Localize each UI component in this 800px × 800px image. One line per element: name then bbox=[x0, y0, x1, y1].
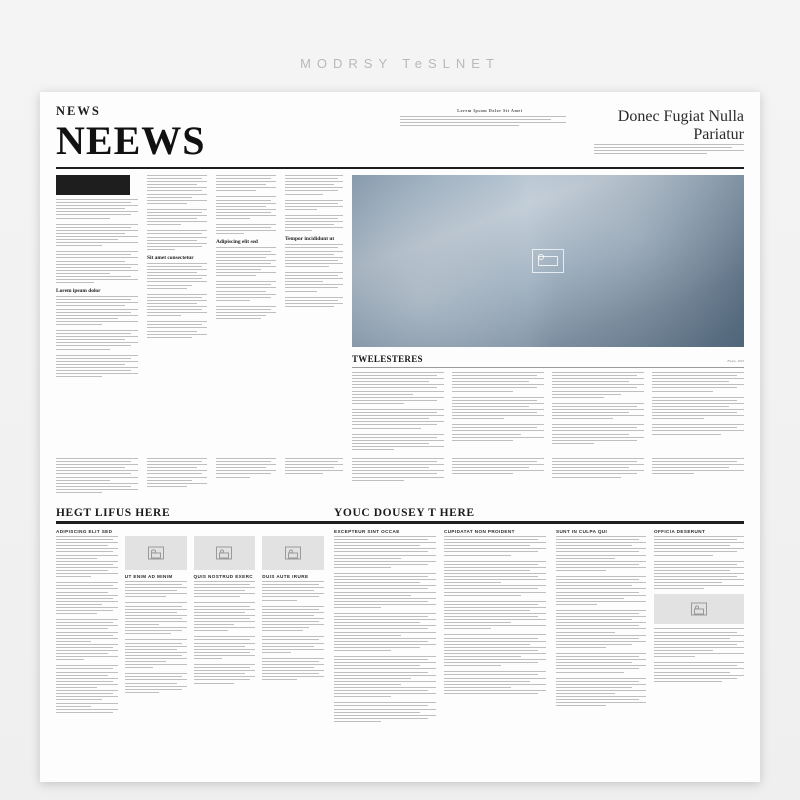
paragraph bbox=[125, 602, 187, 634]
paragraph bbox=[56, 224, 138, 247]
paragraph bbox=[652, 372, 744, 392]
paragraph bbox=[652, 458, 744, 474]
article-column-4 bbox=[285, 175, 343, 455]
paragraph bbox=[125, 639, 187, 668]
paragraph bbox=[125, 673, 187, 693]
subsection-label: QUIS NOSTRUD EXERC bbox=[193, 574, 254, 579]
paragraph bbox=[56, 582, 118, 614]
paragraph bbox=[216, 175, 276, 191]
paragraph bbox=[444, 601, 546, 630]
paragraph bbox=[194, 664, 256, 684]
paragraph bbox=[216, 458, 276, 478]
paragraph bbox=[147, 294, 207, 317]
paragraph bbox=[652, 397, 744, 420]
hero-sub-column-3 bbox=[552, 372, 644, 455]
bottom-left-column-1 bbox=[56, 536, 118, 718]
paragraph bbox=[444, 634, 546, 666]
paragraph bbox=[334, 702, 436, 722]
mid-feature-title: YOUC DOUSEY T HERE bbox=[334, 507, 475, 519]
paragraph bbox=[285, 244, 343, 267]
paragraph bbox=[56, 251, 138, 283]
subsection-label: OFFICIA DESERUNT bbox=[654, 529, 706, 534]
subsection-label: DUIS AUTE IRURE bbox=[262, 574, 309, 579]
paragraph bbox=[216, 281, 276, 301]
paragraph bbox=[352, 409, 444, 429]
image-placeholder-icon bbox=[216, 547, 232, 560]
continuation-right-group bbox=[352, 458, 744, 498]
masthead-right-heading: Donec Fugiat Nulla Pariatur bbox=[617, 108, 744, 143]
paragraph bbox=[285, 200, 343, 210]
paragraph bbox=[654, 536, 744, 556]
paragraph bbox=[285, 297, 343, 307]
paragraph bbox=[444, 561, 546, 596]
image-placeholder-icon bbox=[285, 547, 301, 560]
paragraph bbox=[285, 215, 343, 231]
subsection-label: ADIPISCING ELIT SED bbox=[56, 529, 113, 534]
paragraph bbox=[262, 581, 324, 601]
paragraph bbox=[194, 581, 256, 597]
thumbnail-image bbox=[262, 536, 324, 570]
paragraph bbox=[285, 175, 343, 195]
paragraph bbox=[285, 272, 343, 292]
paragraph bbox=[552, 403, 644, 419]
hero-sub-column-1 bbox=[352, 372, 444, 455]
watermark-text: MODRSY TeSLNET bbox=[300, 56, 500, 71]
masthead-center-heading: Lorem Ipsum Dolor Sit Amet bbox=[457, 108, 523, 113]
paragraph bbox=[285, 458, 343, 474]
image-placeholder-icon bbox=[691, 603, 707, 616]
masthead bbox=[56, 104, 744, 161]
masthead-center-block bbox=[400, 104, 580, 128]
continuation-column-4 bbox=[285, 458, 343, 498]
paragraph bbox=[216, 306, 276, 319]
left-feature-title: HEGT LIFUS HERE bbox=[56, 507, 171, 519]
thumbnail-image bbox=[194, 536, 256, 570]
paragraph bbox=[56, 199, 138, 219]
paragraph bbox=[147, 230, 207, 250]
paragraph bbox=[56, 619, 118, 660]
paragraph bbox=[262, 606, 324, 632]
paragraph bbox=[216, 247, 276, 276]
paragraph bbox=[452, 372, 544, 392]
thumbnail-image bbox=[654, 594, 744, 624]
article-column-3 bbox=[216, 175, 276, 455]
paragraph bbox=[334, 656, 436, 697]
paragraph bbox=[147, 321, 207, 337]
paragraph bbox=[552, 458, 644, 478]
subsection-heading: Tempor incididunt ut bbox=[285, 236, 335, 243]
subsection-heading: Sit amet consectetur bbox=[147, 254, 194, 261]
bottom-left-column-3 bbox=[194, 536, 256, 718]
masthead-rule bbox=[56, 167, 744, 169]
paragraph bbox=[125, 581, 187, 597]
subsection-heading: Lorem ipsum dolor bbox=[56, 288, 101, 295]
paragraph bbox=[452, 458, 544, 474]
paragraph bbox=[444, 671, 546, 694]
paragraph bbox=[334, 536, 436, 568]
bottom-right-group bbox=[556, 529, 744, 727]
paragraph bbox=[352, 434, 444, 450]
paragraph bbox=[56, 296, 138, 325]
hero-caption-title: TWELESTERES bbox=[352, 354, 423, 364]
image-placeholder-icon bbox=[148, 547, 164, 560]
paragraph bbox=[552, 424, 644, 444]
subsection-heading: Adipiscing elit sed bbox=[216, 239, 258, 246]
page-title: NEEWS bbox=[56, 118, 206, 163]
paragraph bbox=[194, 602, 256, 631]
continuation-column-2 bbox=[147, 458, 207, 498]
subsection-label: CUPIDATAT NON PROIDENT bbox=[444, 529, 515, 534]
continuation-column-6 bbox=[452, 458, 544, 498]
paragraph bbox=[194, 636, 256, 659]
hero-sub-column-2 bbox=[452, 372, 544, 455]
paragraph bbox=[216, 196, 276, 219]
mid-feature-header bbox=[334, 507, 546, 519]
hero-and-feature-column bbox=[352, 175, 744, 455]
hero-sub-column-4 bbox=[652, 372, 744, 455]
masthead-kicker: NEWS bbox=[56, 104, 101, 118]
paragraph bbox=[352, 458, 444, 481]
bottom-right-column-1 bbox=[556, 529, 646, 711]
lead-thumbnail bbox=[56, 175, 130, 195]
paragraph bbox=[56, 330, 138, 350]
hero-byline: Fusce, 1913 bbox=[727, 359, 744, 363]
paragraph bbox=[556, 653, 646, 673]
paragraph bbox=[556, 536, 646, 571]
newspaper-page bbox=[40, 92, 760, 782]
paragraph bbox=[262, 636, 324, 652]
bottom-left-group bbox=[56, 529, 324, 727]
paragraph bbox=[556, 678, 646, 707]
masthead-left bbox=[56, 104, 386, 161]
image-placeholder-icon bbox=[532, 249, 564, 273]
paragraph bbox=[654, 561, 744, 590]
masthead-right-block bbox=[594, 104, 744, 156]
paragraph bbox=[56, 536, 118, 577]
paragraph bbox=[56, 665, 118, 712]
continuation-column-1 bbox=[56, 458, 138, 498]
continuation-column-3 bbox=[216, 458, 276, 498]
paragraph bbox=[654, 628, 744, 657]
article-column-1 bbox=[56, 175, 138, 455]
bottom-mid-column-2 bbox=[444, 529, 546, 727]
paragraph bbox=[56, 355, 138, 378]
continuation-column-5 bbox=[352, 458, 444, 498]
hero-rule bbox=[352, 367, 744, 368]
masthead-center-lines bbox=[400, 116, 580, 126]
bottom-left-column-2 bbox=[125, 536, 187, 718]
paragraph bbox=[147, 209, 207, 225]
paragraph bbox=[334, 573, 436, 608]
paragraph bbox=[452, 424, 544, 440]
paragraph bbox=[56, 458, 138, 493]
paragraph bbox=[654, 662, 744, 682]
paragraph bbox=[452, 397, 544, 420]
paragraph bbox=[216, 224, 276, 234]
continuation-column-7 bbox=[552, 458, 644, 498]
paragraph bbox=[652, 424, 744, 434]
bottom-right-column-2 bbox=[654, 529, 744, 711]
paragraph bbox=[147, 458, 207, 487]
article-column-2 bbox=[147, 175, 207, 455]
paragraph bbox=[556, 610, 646, 648]
paragraph bbox=[334, 613, 436, 651]
bottom-mid-column-1 bbox=[334, 529, 436, 727]
paragraph bbox=[147, 175, 207, 204]
masthead-right-lines bbox=[594, 144, 744, 154]
paragraph bbox=[556, 576, 646, 605]
left-feature-header bbox=[56, 507, 324, 519]
subsection-label: UT ENIM AD MINIM bbox=[124, 574, 173, 579]
paragraph bbox=[444, 536, 546, 556]
thumbnail-image bbox=[125, 536, 187, 570]
paragraph bbox=[147, 263, 207, 289]
paragraph bbox=[262, 658, 324, 681]
continuation-column-8 bbox=[652, 458, 744, 498]
bottom-middle-group bbox=[334, 529, 546, 727]
paragraph bbox=[352, 372, 444, 404]
subsection-label: SUNT IN CULPA QUI bbox=[556, 529, 608, 534]
section-rule bbox=[56, 521, 744, 524]
hero-photo bbox=[352, 175, 744, 347]
paragraph bbox=[552, 372, 644, 398]
bottom-left-column-4 bbox=[262, 536, 324, 718]
subsection-label: EXCEPTEUR SINT OCCAE bbox=[334, 529, 400, 534]
